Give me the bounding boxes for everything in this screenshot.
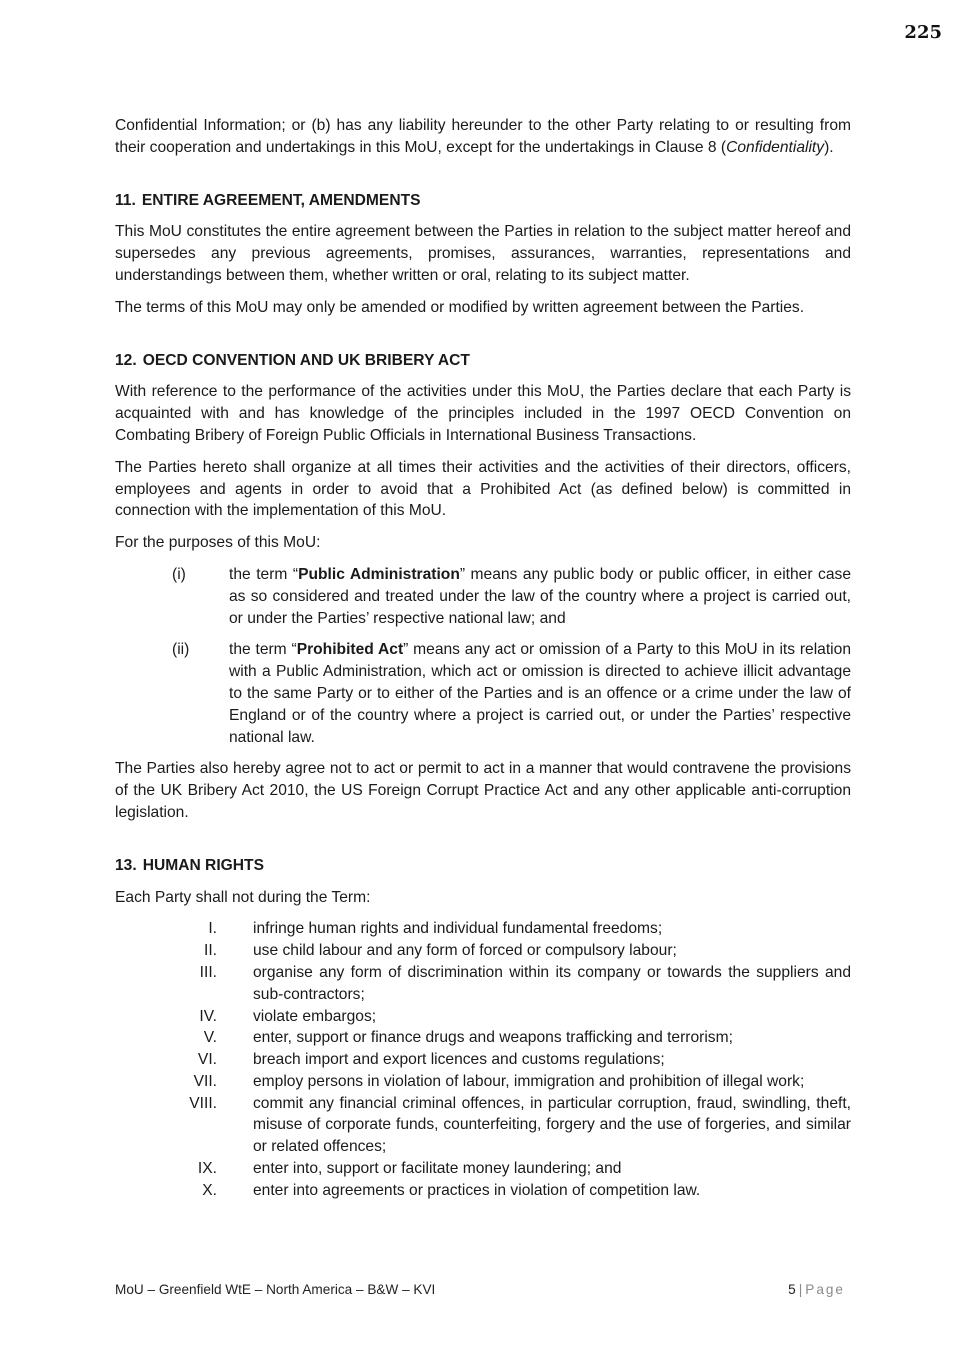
footer-page-indicator: [788, 1282, 845, 1297]
definition-item: [172, 639, 851, 748]
section-12-paragraph-2: The Parties hereto shall organize at all times their activities and the activities of their directors, officers, employees and agents in order to avoid that a Prohibited Act (as defined below) is committed in connection with the implementation of this MoU.: [115, 458, 851, 520]
section-12-paragraph-3: For the purposes of this MoU:: [115, 534, 321, 552]
list-item-text: breach import and export licences and customs regulations;: [253, 1051, 665, 1069]
intro-text: Confidential Information; or (b) has any liability hereunder to the other Party relating to or resulting from their cooperation and undertakings in this MoU, except for the undertakings in Clause 8 (: [115, 117, 851, 156]
definition-pre: the term “: [229, 565, 299, 583]
section-13-number: 13.: [115, 856, 137, 874]
footer-separator: |: [798, 1282, 803, 1297]
list-marker: IX.: [197, 1160, 217, 1178]
definition-term: Prohibited Act: [296, 641, 404, 659]
section-11-title: ENTIRE AGREEMENT, AMENDMENTS: [141, 191, 421, 209]
section-11-number: 11.: [115, 191, 136, 209]
list-marker: III.: [199, 963, 217, 981]
section-12-title: OECD CONVENTION AND UK BRIBERY ACT: [142, 351, 470, 369]
definition-pre: the term “: [229, 641, 297, 659]
section-11-paragraph-1: This MoU constitutes the entire agreement between the Parties in relation to the subject matter hereof and supersedes any previous agreements, promises, assurances, warranties, representations and understandings between them, whether written or oral, relating to its subject matter.: [115, 223, 851, 284]
document-body: [115, 115, 851, 1202]
list-item: [172, 1006, 851, 1028]
list-item: [172, 940, 851, 962]
list-item-text: commit any financial criminal offences, in particular corruption, fraud, swindling, theft, misuse of corporate funds, counterfeiting, forgery and the use of forgeries, and similar or related offences;: [253, 1094, 851, 1156]
list-item: [172, 1071, 851, 1093]
list-item-text: enter, support or finance drugs and weapons trafficking and terrorism;: [253, 1029, 733, 1047]
list-marker: VII.: [193, 1072, 217, 1090]
list-marker: VI.: [197, 1051, 217, 1069]
intro-paragraph: [115, 115, 851, 159]
human-rights-list: [172, 918, 851, 1201]
list-item-text: violate embargos;: [253, 1007, 377, 1025]
footer-page-number: 5: [788, 1282, 796, 1297]
section-11-paragraph-2: The terms of this MoU may only be amended or modified by written agreement between the Parties.: [115, 298, 805, 316]
intro-italic: Confidentiality: [726, 138, 825, 156]
definition-post: ” means any act or omission of a Party to this MoU in its relation with a Public Administration, which act or omission is directed to achieve illicit advantage to the same Party or to either of the Parties and is an offence or a crime under the law of England or of the country where a project is carried out, or under the Parties’ respective national law.: [229, 641, 851, 746]
list-item: [172, 1093, 851, 1158]
section-13-paragraph-1: Each Party shall not during the Term:: [115, 888, 371, 906]
list-item: [172, 918, 851, 940]
definition-post: ” means any public body or public officer, in either case as so considered and treated under the law of the country where a project is carried out, or under the Parties’ respective national law; and: [229, 565, 851, 627]
section-12-number: 12.: [115, 351, 137, 369]
list-marker: I.: [208, 920, 217, 938]
definition-text: [229, 639, 851, 748]
list-marker: V.: [203, 1029, 217, 1047]
list-marker: II.: [204, 942, 217, 960]
definition-marker: (ii): [172, 641, 190, 659]
definition-marker: (i): [172, 565, 186, 583]
list-item-text: enter into agreements or practices in violation of competition law.: [253, 1181, 701, 1199]
list-item: [172, 1180, 851, 1202]
page-stamp-number: 225: [904, 22, 942, 43]
section-12-paragraph-4: The Parties also hereby agree not to act or permit to act in a manner that would contravene the provisions of the UK Bribery Act 2010, the US Foreign Corrupt Practice Act and any other applicable anti-corruption legislation.: [115, 760, 851, 821]
list-marker: IV.: [199, 1007, 217, 1025]
list-item-text: enter into, support or facilitate money laundering; and: [253, 1160, 622, 1178]
list-marker: VIII.: [189, 1094, 217, 1112]
list-item-text: organise any form of discrimination within its company or towards the suppliers and sub-contractors;: [253, 963, 851, 1003]
section-13-heading: [115, 855, 851, 877]
footer-page-word: Page: [805, 1282, 845, 1297]
intro-text-end: ).: [824, 138, 834, 156]
section-12-heading: [115, 350, 851, 372]
list-item: [172, 962, 851, 1006]
list-marker: X.: [202, 1181, 217, 1199]
page-footer: [115, 1282, 845, 1297]
definition-item: [172, 564, 851, 629]
list-item-text: employ persons in violation of labour, immigration and prohibition of illegal work;: [253, 1072, 805, 1090]
list-item: [172, 1027, 851, 1049]
definition-term: Public Administration: [298, 565, 460, 583]
list-item-text: use child labour and any form of forced or compulsory labour;: [253, 942, 677, 960]
list-item: [172, 1158, 851, 1180]
list-item: [172, 1049, 851, 1071]
list-item-text: infringe human rights and individual fundamental freedoms;: [253, 920, 663, 938]
section-11-heading: [115, 190, 851, 212]
section-13-title: HUMAN RIGHTS: [142, 856, 264, 874]
footer-document-title: MoU – Greenfield WtE – North America – B&W – KVI: [115, 1282, 436, 1297]
section-12-paragraph-1: With reference to the performance of the activities under this MoU, the Parties declare that each Party is acquainted with and has knowledge of the principles included in the 1997 OECD Convention on Combating Bribery of Foreign Public Officials in International Business Transactions.: [115, 383, 851, 444]
definition-text: [229, 564, 851, 629]
